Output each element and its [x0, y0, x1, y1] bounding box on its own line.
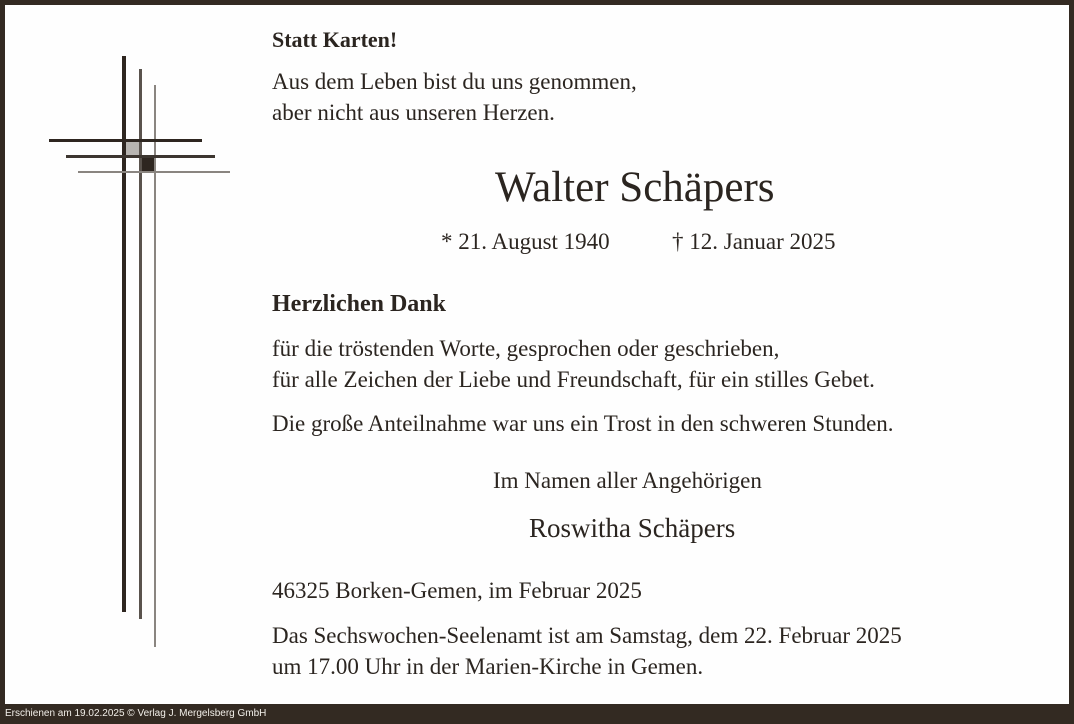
statt-karten-heading: Statt Karten!: [272, 27, 398, 52]
service-line-2: um 17.00 Uhr in der Marien-Kirche in Gemen.: [272, 654, 704, 679]
verse-line-1: Aus dem Leben bist du uns genommen,: [272, 69, 637, 94]
cross-icon: [5, 5, 245, 704]
service-line-1: Das Sechswochen-Seelenamt ist am Samstag, dem 22. Februar 2025: [272, 623, 902, 648]
thanks-heading: Herzlichen Dank: [272, 291, 446, 317]
verse-line-2: aber nicht aus unseren Herzen.: [272, 100, 555, 125]
publication-footer: Erschienen am 19.02.2025 © Verlag J. Mergelsberg GmbH: [0, 704, 1074, 724]
death-date: † 12. Januar 2025: [672, 229, 836, 254]
deceased-name: Walter Schäpers: [495, 164, 775, 211]
signature-intro: Im Namen aller Angehörigen: [493, 468, 762, 493]
signature-name: Roswitha Schäpers: [529, 513, 736, 543]
obituary-notice: [5, 5, 1069, 704]
thanks-line-3: Die große Anteilnahme war uns ein Trost in den schweren Stunden.: [272, 411, 894, 436]
place-date: 46325 Borken-Gemen, im Februar 2025: [272, 578, 642, 603]
thanks-line-2: für alle Zeichen der Liebe und Freundschaft, für ein stilles Gebet.: [272, 367, 875, 392]
thanks-line-1: für die tröstenden Worte, gesprochen oder geschrieben,: [272, 336, 780, 361]
birth-date: * 21. August 1940: [441, 229, 610, 254]
